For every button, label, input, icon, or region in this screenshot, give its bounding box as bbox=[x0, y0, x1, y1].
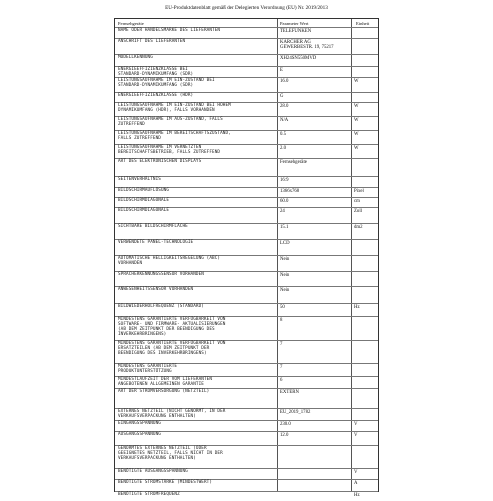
parameter-unit: V bbox=[354, 470, 358, 475]
parameter-unit: W bbox=[354, 146, 359, 151]
table-row bbox=[115, 340, 378, 362]
parameter-value: 1366x768 bbox=[280, 189, 300, 194]
table-row bbox=[115, 376, 378, 388]
table-row bbox=[115, 144, 378, 157]
parameter-label: GENORMTES EXTERNES NETZTEIL (ODER GEEIGNETES NETZTEIL, FALLS NICHT IN DER VERKAUFSVERPACKUNG ENTHALTEN) bbox=[118, 446, 223, 461]
product-data-sheet bbox=[114, 18, 379, 498]
parameter-label: LEISTUNGSAUFNAHME IM EIN-ZUSTAND BEI STANDARD-DYNAMIKUMFANG (SDR) bbox=[118, 78, 215, 88]
parameter-label: BILDWIEDERHOLFREQUENZ (STANDARD) bbox=[118, 304, 204, 309]
parameter-label: MODELLKENNUNG bbox=[118, 55, 153, 60]
table-row bbox=[115, 66, 378, 75]
parameter-value: XH24SN550MVD bbox=[280, 56, 317, 61]
table-row bbox=[115, 479, 378, 489]
parameter-value: Nein bbox=[280, 273, 290, 278]
parameter-value: E bbox=[280, 68, 283, 73]
parameter-value: G bbox=[280, 94, 284, 99]
table-row bbox=[115, 316, 378, 338]
table-row bbox=[115, 239, 378, 249]
parameter-label: LEISTUNGSAUFNAHME IM AUS-ZUSTAND, FALLS ZUTREFFEND bbox=[118, 117, 223, 127]
parameter-value: 50 bbox=[280, 305, 285, 310]
parameter-value: Nein bbox=[280, 288, 290, 293]
table-row bbox=[115, 197, 378, 206]
parameter-value: 28.0 bbox=[280, 104, 289, 109]
parameter-label: ART DER STROMVERSORGUNG (NETZTEIL) bbox=[118, 389, 210, 394]
parameter-label: BENÖTIGTE AUSGANGSSPANNUNG bbox=[118, 469, 188, 474]
parameter-value: Nein bbox=[280, 257, 290, 262]
table-row bbox=[115, 187, 378, 196]
parameter-value: 230.0 bbox=[280, 422, 291, 427]
parameter-unit: W bbox=[354, 104, 359, 109]
parameter-unit: V bbox=[354, 422, 358, 427]
parameter-value: 2.0 bbox=[280, 146, 286, 151]
parameter-label: MINDESTENS GARANTIERTE PRODUKTUNTERSTÜTZUNG bbox=[118, 364, 178, 374]
parameter-label: AUTOMATISCHE HELLIGKEITSREGELUNG (ABC) VORHANDEN bbox=[118, 256, 221, 266]
table-row bbox=[115, 363, 378, 376]
table-row bbox=[115, 92, 378, 100]
table-row bbox=[115, 77, 378, 90]
table-row bbox=[115, 431, 378, 443]
parameter-label: BILDSCHIRMAUFLÖSUNG bbox=[118, 188, 170, 193]
parameter-value: N/A bbox=[280, 118, 289, 123]
parameter-value: LCD bbox=[280, 241, 290, 246]
parameter-label: LEISTUNGSAUFNAHME IM VERNETZTEN BEREITSCHAFTSBETRIEB, FALLS ZUTREFFEND bbox=[118, 145, 221, 155]
parameter-unit: Pixel bbox=[354, 189, 364, 194]
table-row bbox=[115, 255, 378, 265]
parameter-label: BENÖTIGTE STROMFREQUENZ bbox=[118, 492, 180, 497]
table-row bbox=[115, 27, 378, 37]
table-row bbox=[115, 303, 378, 313]
parameter-label: ENERGIEEFFIZIENZKLASSE (HDR) bbox=[118, 93, 194, 98]
parameter-unit: Zoll bbox=[354, 209, 362, 214]
parameter-label: SEITENVERHÄLTNIS bbox=[118, 177, 161, 182]
header-unit-column: Einheit bbox=[356, 21, 370, 26]
parameter-value: 15.1 bbox=[280, 225, 289, 230]
parameter-value: 8 bbox=[280, 318, 283, 323]
parameter-value: 12.0 bbox=[280, 433, 289, 438]
table-row bbox=[115, 158, 378, 170]
parameter-label: BILDSCHIRMDIAGONALE bbox=[118, 208, 170, 213]
parameter-value: Fernsehgeräte bbox=[280, 160, 307, 165]
parameter-label: VERWENDETE PANEL-TECHNOLOGIE bbox=[118, 240, 194, 245]
parameter-label: MINDESTENS GARANTIERTE VERFÜGBARKEIT VON ERSATZTEILEN (AB DEM ZEITPUNKT DER BEENDIGUNG DES INVERKEHRBRINGENS) bbox=[118, 341, 226, 356]
parameter-unit: dm2 bbox=[354, 225, 363, 230]
parameter-value: 6 bbox=[280, 378, 283, 383]
table-row bbox=[115, 420, 378, 429]
parameter-value: 16.0 bbox=[280, 79, 289, 84]
parameter-value: 0.5 bbox=[280, 132, 286, 137]
parameter-value: 7 bbox=[280, 342, 283, 347]
table-row bbox=[115, 207, 378, 216]
parameter-unit: W bbox=[354, 79, 359, 84]
table-row bbox=[115, 102, 378, 114]
table-row bbox=[115, 286, 378, 296]
parameter-value: 7 bbox=[280, 365, 283, 370]
parameter-label: ANWESENHEITSSENSOR VORHANDEN bbox=[118, 287, 194, 292]
table-row bbox=[115, 176, 378, 186]
parameter-value: TELEFUNKEN bbox=[280, 29, 312, 34]
parameter-label: ART DES ELEKTRONISCHEN DISPLAYS bbox=[118, 159, 202, 164]
parameter-label: LEISTUNGSAUFNAHME IM BEREITSCHAFTSZUSTAND, FALLS ZUTREFFEND bbox=[118, 131, 231, 141]
parameter-value: 60.0 bbox=[280, 199, 289, 204]
parameter-label: SICHTBARE BILDSCHIRMFLÄCHE bbox=[118, 224, 188, 229]
parameter-label: BENÖTIGTE STROMSTÄRKE (MINDESTWERT) bbox=[118, 480, 213, 485]
parameter-unit: V bbox=[354, 433, 358, 438]
parameter-label: SPRACHERKENNUNGSSENSOR VORHANDEN bbox=[118, 272, 204, 277]
table-row bbox=[115, 116, 378, 128]
table-row bbox=[115, 38, 378, 52]
parameter-unit: Hz bbox=[354, 305, 360, 310]
parameter-value: EU_2019_1782 bbox=[280, 410, 311, 415]
parameter-label: MINDESTENS GARANTIERTE VERFÜGBARKEIT VON SOFTWARE- UND FIRMWARE- AKTUALISIERUNGEN (AB DEM ZEITPUNKT DER BEENDIGUNG DES INVERKEHRBRINGENS) bbox=[118, 317, 226, 337]
table-row bbox=[115, 388, 378, 398]
parameter-unit: W bbox=[354, 118, 359, 123]
parameter-unit: Hz bbox=[354, 493, 360, 498]
table-row bbox=[115, 271, 378, 282]
parameter-label: ENERGIEEFFIZIENZKLASSE BEI STANDARD-DYNAMIKUMFANG (SDR) bbox=[118, 67, 194, 77]
table-row bbox=[115, 54, 378, 63]
parameter-label: MINDESTLAUFZEIT DER VOM LIEFERANTEN ANGEBOTENEN ALLGEMEINEN GARANTIE bbox=[118, 377, 213, 387]
parameter-value: 24 bbox=[280, 209, 285, 214]
parameter-unit: cm bbox=[354, 199, 360, 204]
header-value-column: Parameter Wert bbox=[280, 21, 309, 26]
header-label-column: Fernsehgeräte bbox=[118, 21, 144, 26]
parameter-label: BILDSCHIRMDIAGONALE bbox=[118, 198, 170, 203]
parameter-value: EXTERN bbox=[280, 390, 299, 395]
parameter-value: KARCHER AG GEWERBESTR. 19, 75217 bbox=[280, 40, 334, 50]
table-row bbox=[115, 223, 378, 233]
parameter-unit: A bbox=[354, 481, 358, 486]
parameter-label: LEISTUNGSAUFNAHME IM EIN-ZUSTAND BEI HOHEM DYNAMIKUMFANG (HDR), FALLS VORHANDEN bbox=[118, 103, 231, 113]
parameter-label: ANSCHRIFT DES LIEFERANTEN bbox=[118, 39, 186, 44]
parameter-label: EINGANGSSPANNUNG bbox=[118, 421, 161, 426]
parameter-unit: W bbox=[354, 132, 359, 137]
table-row bbox=[115, 130, 378, 142]
parameter-label: NAME ODER HANDELSMARKE DES LIEFERANTEN bbox=[118, 28, 221, 33]
table-row bbox=[115, 445, 378, 465]
parameter-label: AUSGANGSSPANNUNG bbox=[118, 432, 161, 437]
parameter-label: EXTERNES NETZTEIL (NICHT GENORMT, IN DER VERKAUFSVERPACKUNG ENTHALTEN) bbox=[118, 409, 226, 419]
table-row bbox=[115, 468, 378, 478]
document-title: EU-Produktdatenblatt gemäß der Delegierten Verordnung (EU) Nr. 2019/2013 bbox=[165, 5, 328, 11]
table-row bbox=[115, 408, 378, 419]
parameter-value: 16:9 bbox=[280, 178, 289, 183]
